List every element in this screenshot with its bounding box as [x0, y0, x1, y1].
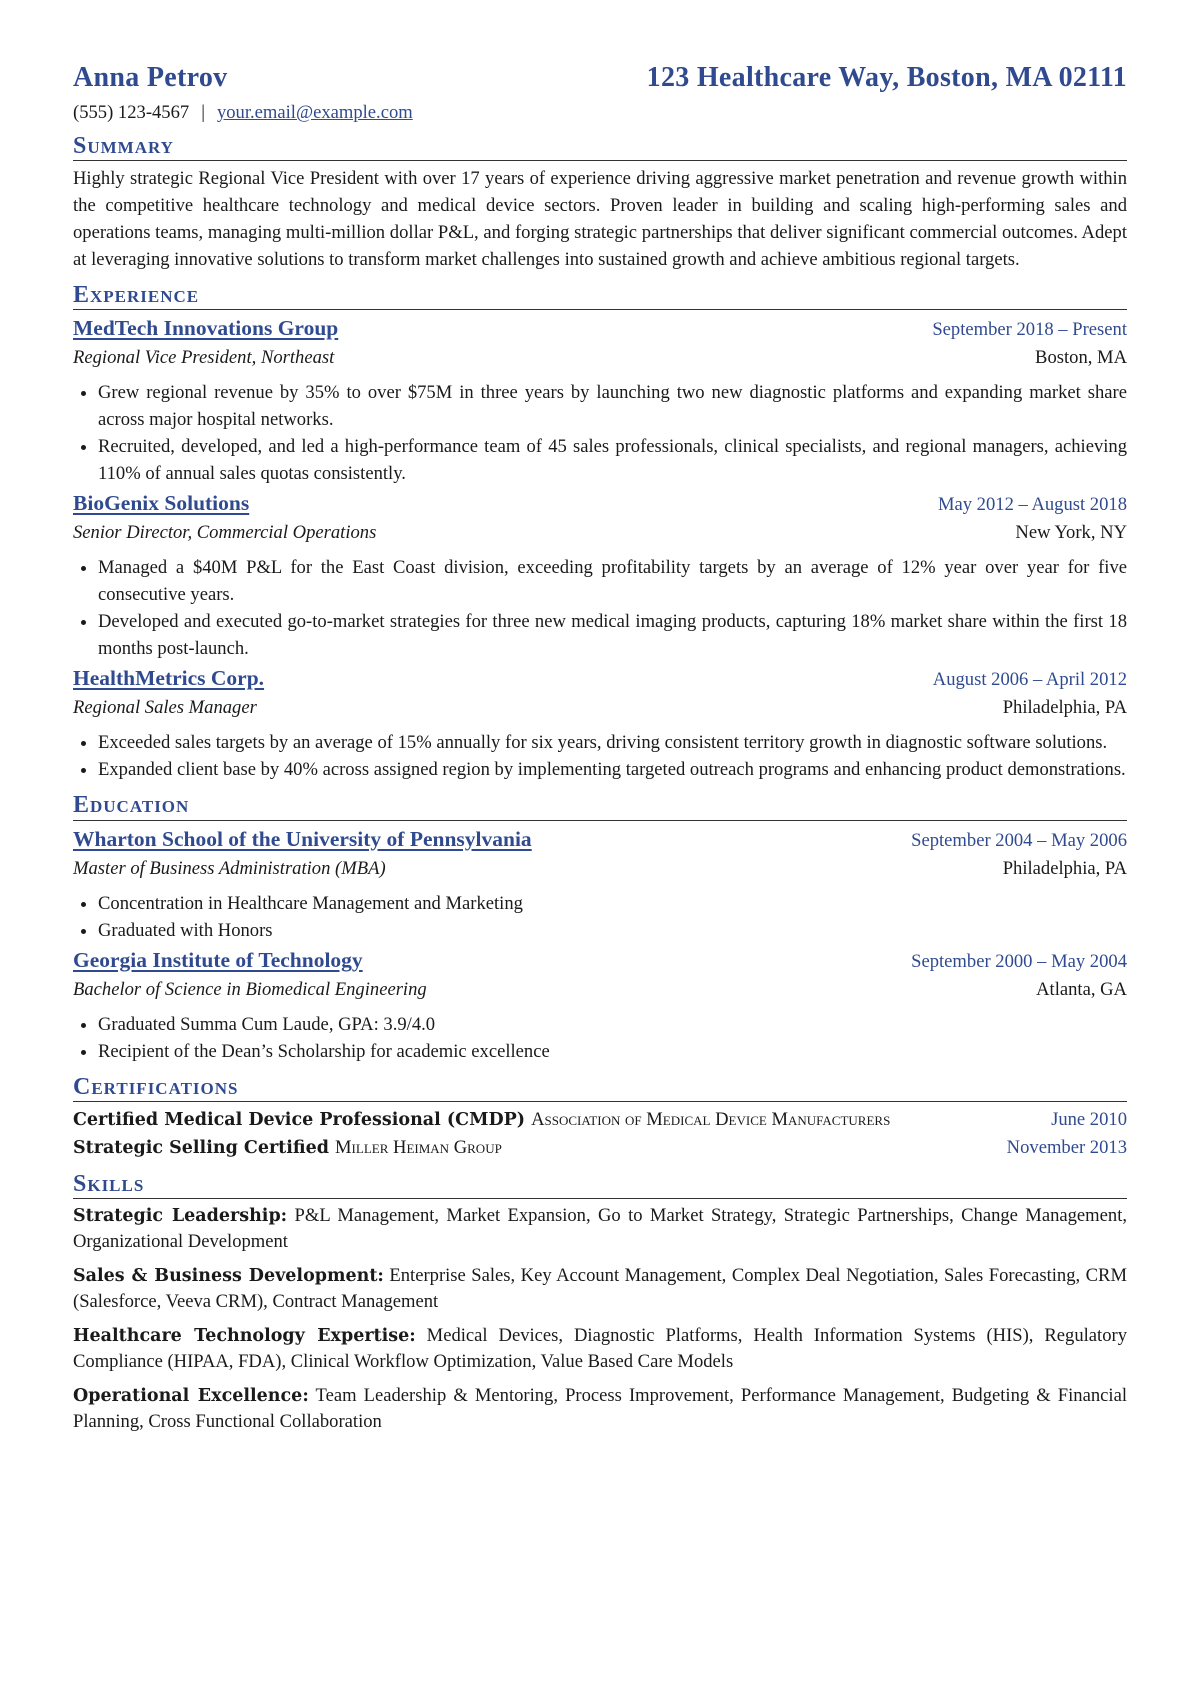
resume-page	[73, 62, 1127, 1443]
certification-row	[73, 1134, 1127, 1162]
skill-group	[73, 1203, 1127, 1255]
company-name[interactable]: MedTech Innovations Group	[73, 316, 339, 341]
skill-group-label: Healthcare Technology Expertise:	[73, 1325, 416, 1346]
section-title-education: Education	[73, 793, 1127, 820]
experience-entry	[73, 664, 1127, 783]
education-dates: September 2000 – May 2004	[911, 950, 1127, 972]
company-name[interactable]: HealthMetrics Corp.	[73, 666, 265, 691]
section-title-certifications: Certifications	[73, 1075, 1127, 1102]
contact-line	[73, 102, 1127, 124]
education-detail-item: • Graduated with Honors	[98, 917, 1127, 944]
degree-name: Bachelor of Science in Biomedical Engineering	[73, 978, 427, 1000]
certification-date: November 2013	[1006, 1136, 1127, 1158]
employment-dates: August 2006 – April 2012	[932, 669, 1127, 691]
skill-group-items: Team Leadership & Mentoring, Process Improvement, Performance Management, Budgeting & Financial Planning, Cross Functional Collaboration	[73, 1384, 1127, 1432]
skill-group	[73, 1263, 1127, 1315]
job-location: New York, NY	[1015, 522, 1127, 544]
email-link[interactable]: your.email@example.com	[216, 102, 413, 123]
achievement-list	[73, 729, 1127, 783]
employment-dates: September 2018 – Present	[932, 319, 1127, 341]
candidate-name: Anna Petrov	[73, 62, 228, 93]
education-dates: September 2004 – May 2006	[911, 829, 1127, 851]
job-location: Boston, MA	[1035, 347, 1127, 369]
section-title-skills: Skills	[73, 1172, 1127, 1199]
education-detail-list	[73, 890, 1127, 944]
skill-group-items: P&L Management, Market Expansion, Go to Market Strategy, Strategic Partnerships, Change Management, Organizational Development	[73, 1204, 1128, 1252]
skills-section	[73, 1172, 1127, 1435]
degree-name: Master of Business Administration (MBA)	[73, 857, 386, 879]
summary-section	[73, 134, 1127, 273]
achievement-list	[73, 379, 1127, 487]
summary-text: Highly strategic Regional Vice President with over 17 years of experience driving aggressive market penetration and revenue growth within the competitive healthcare technology and medical device sectors. Proven leader in building and scaling high-performing sales and operations teams, managing multi-million dollar P&L, and forging strategic partnerships that deliver significant commercial outcomes. Adept at leveraging innovative solutions to transform market challenges into sustained growth and achieve ambitious regional targets.	[73, 168, 1127, 271]
job-location: Philadelphia, PA	[1002, 697, 1127, 719]
skill-group-items: Medical Devices, Diagnostic Platforms, Health Information Systems (HIS), Regulatory Compliance (HIPAA, FDA), Clinical Workflow Optimization, Value Based Care Models	[73, 1324, 1127, 1372]
certification-date: June 2010	[1051, 1108, 1127, 1130]
contact-separator: |	[201, 102, 205, 123]
achievement-item: • Grew regional revenue by 35% to over $75M in three years by launching two new diagnostic platforms and expanding market share across major hospital networks.	[98, 379, 1127, 433]
education-entry	[73, 825, 1127, 944]
job-title: Regional Vice President, Northeast	[73, 347, 335, 369]
certification-name: Strategic Selling Certified	[73, 1137, 330, 1158]
job-title: Regional Sales Manager	[73, 697, 257, 719]
certifications-section	[73, 1075, 1127, 1162]
education-detail-item: • Concentration in Healthcare Management and Marketing	[98, 890, 1127, 917]
education-entry	[73, 946, 1127, 1065]
achievement-item: • Exceeded sales targets by an average of 15% annually for six years, driving consistent territory growth in diagnostic software solutions.	[98, 729, 1127, 756]
school-location: Philadelphia, PA	[1002, 857, 1127, 879]
candidate-address: 123 Healthcare Way, Boston, MA 02111	[646, 62, 1127, 93]
section-title-summary: Summary	[73, 134, 1127, 161]
experience-entry	[73, 489, 1127, 662]
achievement-list	[73, 554, 1127, 662]
school-location: Atlanta, GA	[1036, 978, 1127, 1000]
skill-group-label: Sales & Business Development:	[73, 1265, 384, 1286]
certification-issuer: Association of Medical Device Manufacturers	[531, 1108, 891, 1130]
achievement-item: • Recruited, developed, and led a high-performance team of 45 sales professionals, clinical specialists, and regional managers, achieving 110% of annual sales quotas consistently.	[98, 433, 1127, 487]
certification-name: Certified Medical Device Professional (CMDP)	[73, 1109, 526, 1130]
section-title-experience: Experience	[73, 283, 1127, 310]
school-name[interactable]: Georgia Institute of Technology	[73, 947, 363, 972]
education-section	[73, 793, 1127, 1064]
experience-section	[73, 283, 1127, 783]
skill-group-label: Operational Excellence:	[73, 1385, 309, 1406]
skill-group-label: Strategic Leadership:	[73, 1205, 288, 1226]
resume-header	[73, 62, 1127, 94]
education-detail-item: • Recipient of the Dean’s Scholarship for academic excellence	[98, 1038, 1127, 1065]
achievement-item: • Managed a $40M P&L for the East Coast division, exceeding profitability targets by an average of 12% year over year for five consecutive years.	[98, 554, 1127, 608]
experience-entry	[73, 314, 1127, 487]
achievement-item: • Developed and executed go-to-market strategies for three new medical imaging products, capturing 18% market share within the first 18 months post-launch.	[98, 608, 1127, 662]
certification-row	[73, 1106, 1127, 1134]
company-name[interactable]: BioGenix Solutions	[73, 491, 250, 516]
achievement-item: • Expanded client base by 40% across assigned region by implementing targeted outreach programs and enhancing product demonstrations.	[98, 756, 1127, 783]
skill-group	[73, 1323, 1127, 1375]
skill-group-items: Enterprise Sales, Key Account Management, Complex Deal Negotiation, Sales Forecasting, CRM (Salesforce, Veeva CRM), Contract Management	[73, 1264, 1127, 1312]
skill-group	[73, 1383, 1127, 1435]
education-detail-list	[73, 1011, 1127, 1065]
phone-number: (555) 123-4567	[73, 102, 190, 123]
job-title: Senior Director, Commercial Operations	[73, 522, 377, 544]
certification-issuer: Miller Heiman Group	[335, 1136, 502, 1158]
employment-dates: May 2012 – August 2018	[937, 494, 1127, 516]
education-detail-item: • Graduated Summa Cum Laude, GPA: 3.9/4.0	[98, 1011, 1127, 1038]
school-name[interactable]: Wharton School of the University of Pennsylvania	[73, 826, 532, 851]
